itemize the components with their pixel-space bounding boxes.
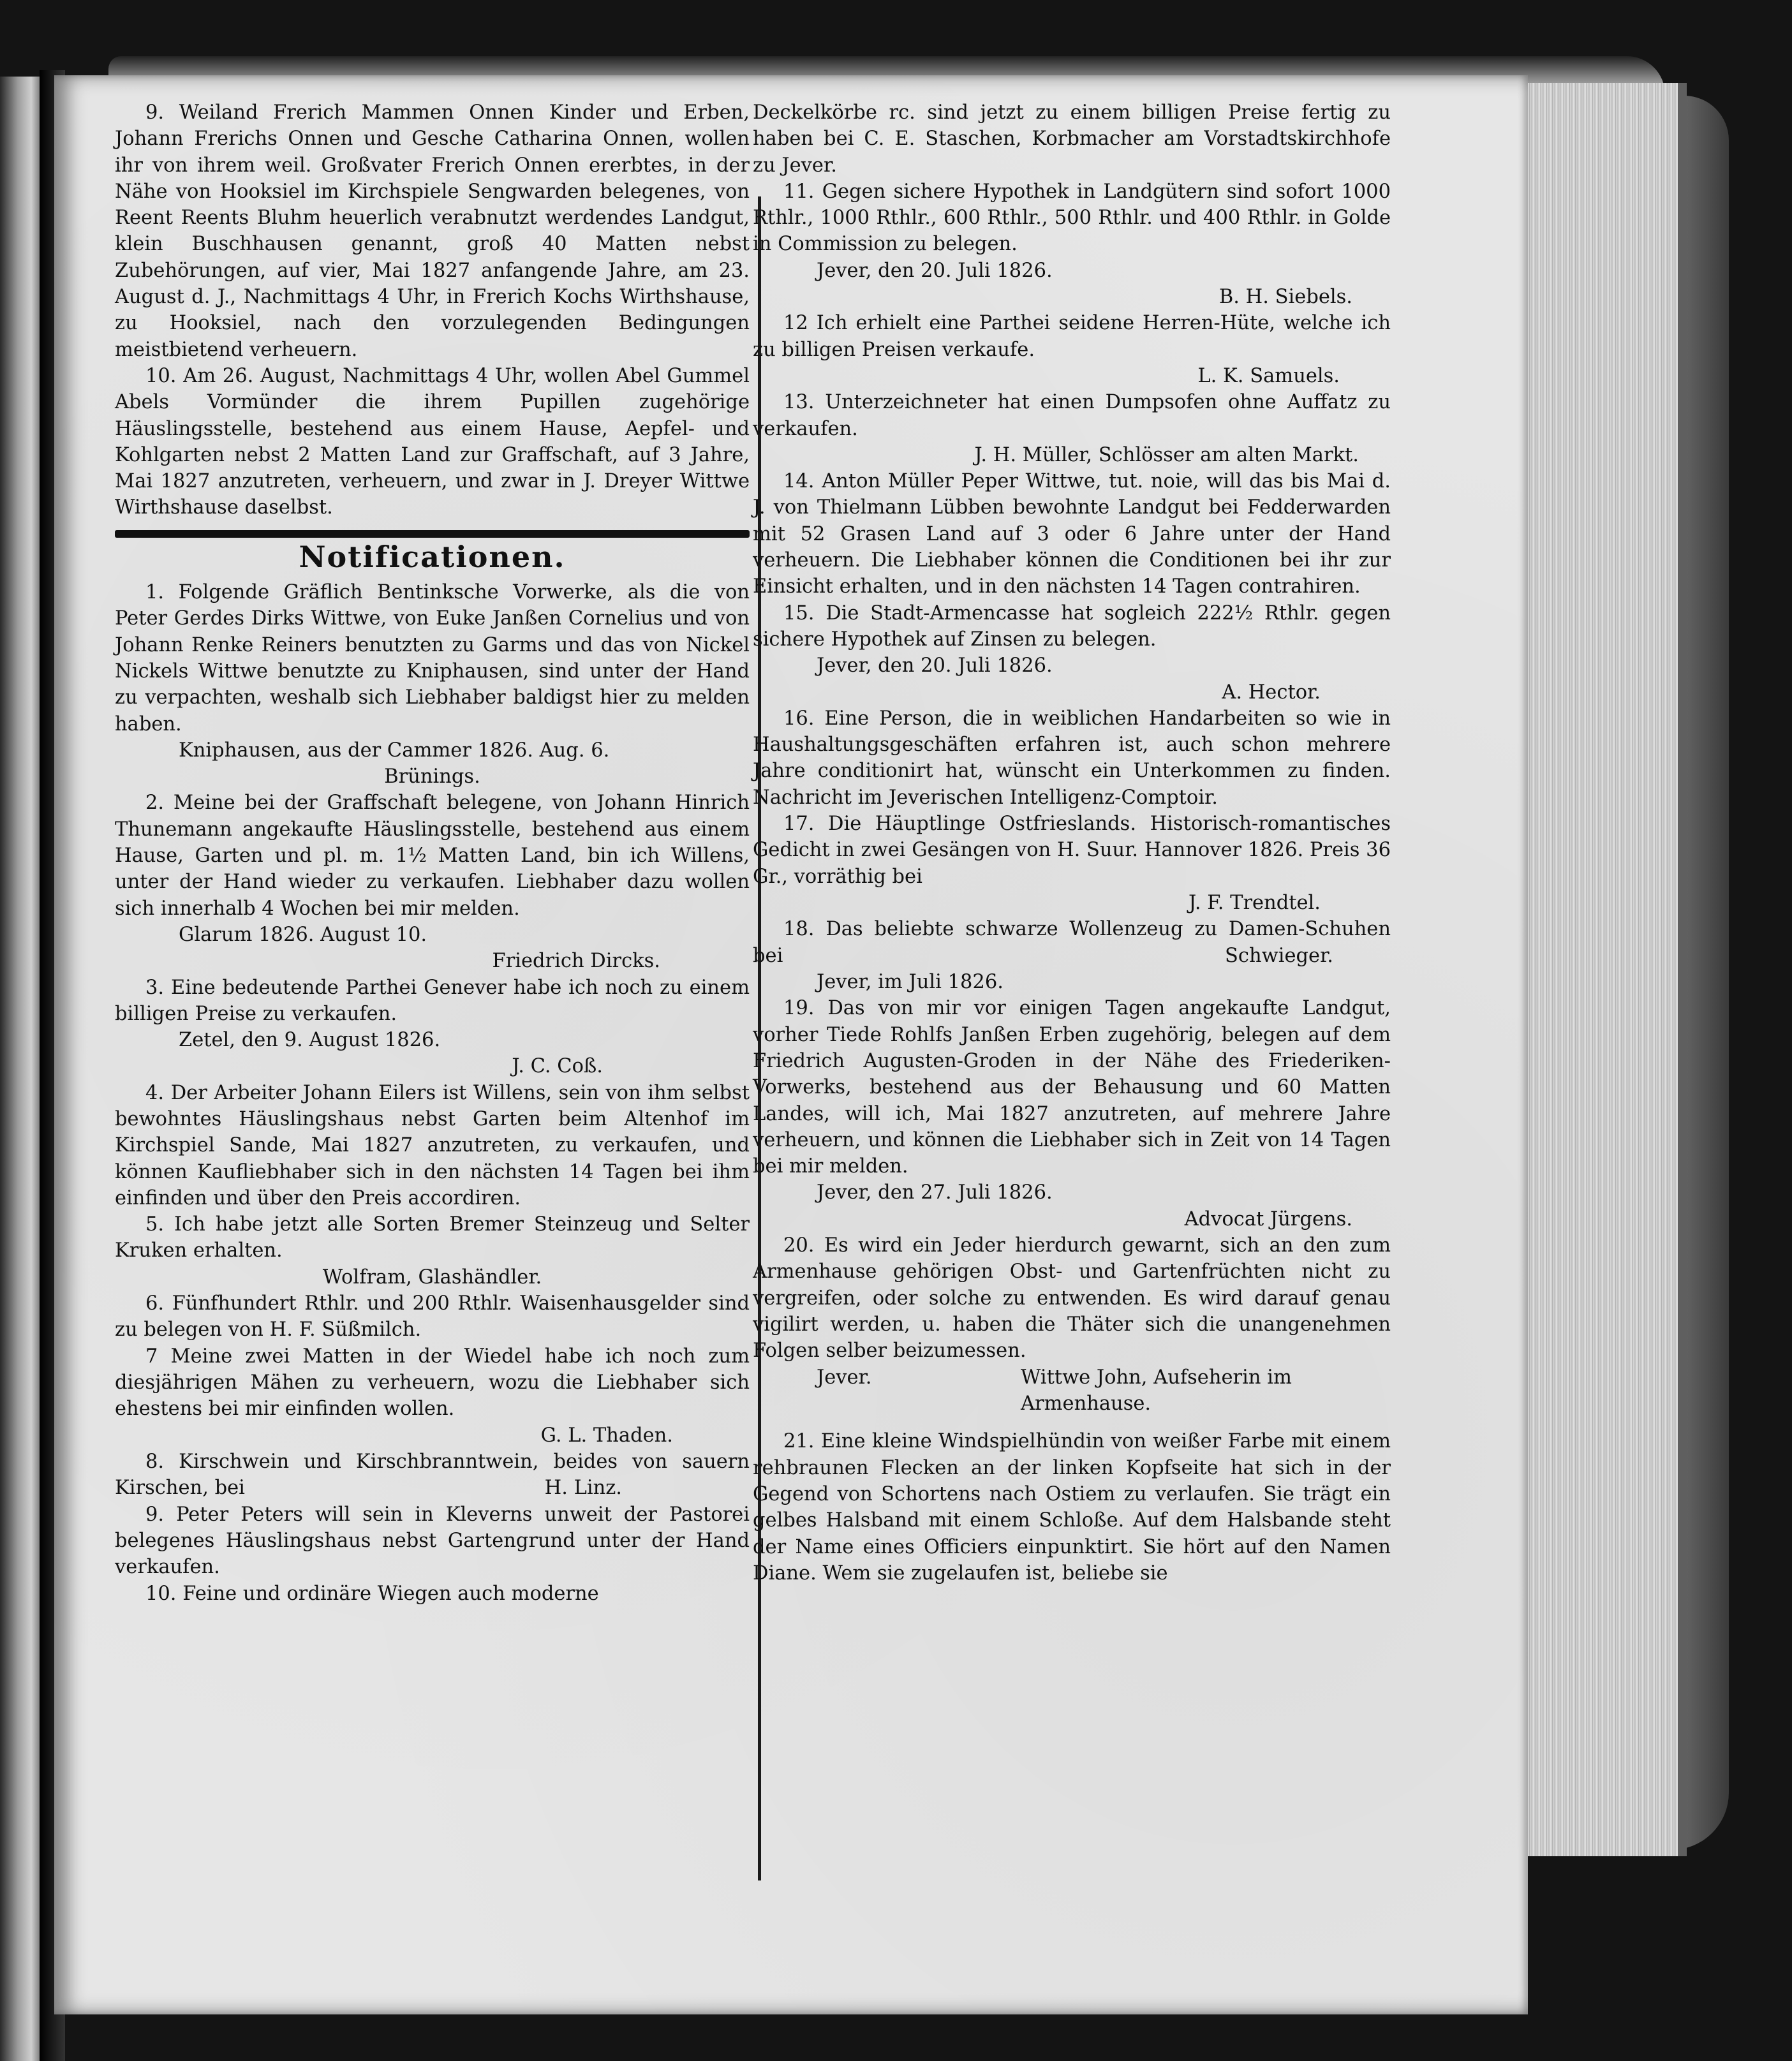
notification-12-text: 12 Ich erhielt eine Parthei seidene Herren-Hüte, welche ich zu billigen Preisen verkaufe. bbox=[753, 312, 1391, 361]
notification-20-signature: Wittwe John, Aufseherin im Armenhause. bbox=[1021, 1366, 1292, 1415]
notice-9-text: 9. Weiland Frerich Mammen Onnen Kinder und Erben, Johann Frerichs Onnen und Gesche Catharina Onnen, wollen ihr von ihrem weil. Großvater Frerich Onnen ererbtes, in der Nähe von Hooksiel im Kirchspiele Sengwarden belegenes, von Reent Reents Bluhm heuerlich verabnutzt werdendes Landgut, klein Buschhausen genannt, groß 40 Matten nebst Zubehörungen, auf vier, Mai 1827 anfangende Jahre, am 23. August d. J., Nachmittags 4 Uhr, in Frerich Kochs Wirthshause, zu Hooksiel, nach den vorzulegenden Bedingungen meistbietend verheuern. bbox=[115, 101, 750, 361]
notification-8-signature: H. Linz. bbox=[544, 1477, 622, 1500]
notification-9-text: 9. Peter Peters will sein in Kleverns unweit der Pastorei belegenes Häuslingshaus nebst Gartengrund unter der Hand verkaufen. bbox=[115, 1503, 750, 1579]
notification-14-text: 14. Anton Müller Peper Wittwe, tut. noie, will das bis Mai d. J. von Thielmann Lübben bewohnte Landgut bei Fedderwarden mit 52 Grasen Land auf 3 oder 6 Jahre unter der Hand verheuern. Die Liebhaber können die Conditionen bei ihr zur Einsicht erhalten, und in den nächsten 14 Tagen contrahiren. bbox=[753, 470, 1391, 598]
notification-15-place: Jever, den 20. Juli 1826. bbox=[817, 654, 1053, 677]
notification-19-place: Jever, den 27. Juli 1826. bbox=[817, 1181, 1053, 1204]
notification-17-text: 17. Die Häuptlinge Ostfrieslands. Historisch-romantisches Gedicht in zwei Gesängen von H. Suur. Hannover 1826. Preis 36 Gr., vorräthig bei bbox=[753, 813, 1391, 888]
notification-19-text: 19. Das von mir vor einigen Tagen angekaufte Landgut, vorher Tiede Rohlfs Janßen Erben zugehörig, belegen auf dem Friedrich Augusten-Groden in der Nähe des Friederiken-Vorwerks, bestehend aus der Behausung und 60 Matten Landes, will ich, Mai 1827 anzutreten, auf mehrere Jahre verheuern, und können die Liebhaber sich in Zeit von 14 Tagen bei mir melden. bbox=[753, 997, 1391, 1178]
notification-15-signature: A. Hector. bbox=[1222, 681, 1321, 704]
notification-3-text: 3. Eine bedeutende Parthei Genever habe ich noch zu einem billigen Preise zu verkaufen. bbox=[115, 976, 750, 1025]
notification-5-text: 5. Ich habe jetzt alle Sorten Bremer Steinzeug und Selter Kruken erhalten. bbox=[115, 1213, 750, 1262]
notification-2-signature: Friedrich Dircks. bbox=[492, 950, 660, 973]
notification-3-place: Zetel, den 9. August 1826. bbox=[179, 1029, 441, 1052]
spacer bbox=[753, 1417, 1391, 1428]
previous-page-edge bbox=[0, 77, 45, 2061]
notification-11-signature: B. H. Siebels. bbox=[1218, 286, 1352, 309]
section-heading: Notificationen. bbox=[299, 539, 566, 574]
notification-5-signature: Wolfram, Glashändler. bbox=[322, 1266, 542, 1289]
notice-10-text: 10. Am 26. August, Nachmittags 4 Uhr, wollen Abel Gummel Abels Vormünder die ihrem Pupillen zugehörige Häuslingsstelle, bestehend aus einem Hause, Aepfel- und Kohlgarten nebst 2 Matten Land zur Graffschaft, auf 3 Jahre, Mai 1827 anzutreten, verheuern, und zwar in J. Dreyer Wittwe Wirthshause daselbst. bbox=[115, 364, 750, 519]
notification-1-place: Kniphausen, aus der Cammer 1826. Aug. 6. bbox=[179, 739, 610, 762]
notification-21-text: 21. Eine kleine Windspielhündin von weißer Farbe mit einem rehbraunen Flecken an der linken Kopfseite hat sich in der Gegend von Schortens nach Ostiem zu verlaufen. Sie trägt ein gelbes Halsband mit einem Schloße. Auf dem Halsbande steht der Name eines Officiers einpunktirt. Sie hört auf den Namen Diane. Wem sie zugelaufen ist, beliebe sie bbox=[753, 1430, 1391, 1585]
notification-15-text: 15. Die Stadt-Armencasse hat sogleich 222½ Rthlr. gegen sichere Hypothek auf Zinsen zu belegen. bbox=[753, 602, 1391, 651]
notification-4-text: 4. Der Arbeiter Johann Eilers ist Willens, sein von ihm selbst bewohntes Häuslingshaus nebst Garten beim Altenhof im Kirchspiel Sande, Mai 1827 anzutreten, zu verkaufen, und können Kaufliebhaber sich in den nächsten 14 Tagen bei ihm einfinden und über den Preis accordiren. bbox=[115, 1081, 750, 1209]
notification-13-signature: J. H. Müller, Schlösser am alten Markt. bbox=[974, 443, 1359, 466]
notification-18-place: Jever, im Juli 1826. bbox=[817, 971, 1003, 994]
notification-11-text: 11. Gegen sichere Hypothek in Landgütern sind sofort 1000 Rthlr., 1000 Rthlr., 600 Rthlr., 500 Rthlr. und 400 Rthlr. in Golde in Commission zu belegen. bbox=[753, 180, 1391, 256]
notification-7-signature: G. L. Thaden. bbox=[540, 1424, 673, 1447]
notification-2-text: 2. Meine bei der Graffschaft belegene, von Johann Hinrich Thunemann angekaufte Häuslingsstelle, bestehend aus einem Hause, Garten und pl. m. 1½ Matten Land, bin ich Willens, unter der Hand wieder zu verkaufen. Liebhaber dazu wollen sich innerhalb 4 Wochen bei mir melden. bbox=[115, 792, 750, 920]
notification-7-text: 7 Meine zwei Matten in der Wiedel habe ich noch zum diesjährigen Mähen zu verheuern, wozu die Liebhaber sich ehestens bei mir einfinden wollen. bbox=[115, 1345, 750, 1421]
notification-8-text: 8. Kirschwein und Kirschbranntwein, beides von sauern Kirschen, bei bbox=[115, 1450, 750, 1500]
notification-6-text: 6. Fünfhundert Rthlr. und 200 Rthlr. Waisenhausgelder sind zu belegen von H. F. Süßmilch. bbox=[115, 1292, 750, 1341]
notification-13-text: 13. Unterzeichneter hat einen Dumpsofen ohne Auffatz zu verkaufen. bbox=[753, 391, 1391, 440]
notification-2-place: Glarum 1826. August 10. bbox=[179, 923, 427, 946]
notification-10-text: 10. Feine und ordinäre Wiegen auch moderne bbox=[145, 1582, 599, 1605]
notification-18-text: 18. Das beliebte schwarze Wollenzeug zu Damen-Schuhen bei bbox=[753, 918, 1391, 967]
notification-20-text: 20. Es wird ein Jeder hierdurch gewarnt, sich an den zum Armenhause gehörigen Obst- und Gartenfrüchten nicht zu vergreifen, oder solche zu entwenden. Es wird darauf genau vigilirt werden, u. haben die Thäter sich die unangenehmen Folgen selber beizumessen. bbox=[753, 1234, 1391, 1363]
notification-18-signature: Schwieger. bbox=[1224, 944, 1333, 967]
notification-12-signature: L. K. Samuels. bbox=[1197, 364, 1340, 387]
notification-19-signature: Advocat Jürgens. bbox=[1184, 1208, 1352, 1230]
notification-3-signature: J. C. Coß. bbox=[512, 1055, 603, 1078]
notification-17-signature: J. F. Trendtel. bbox=[1188, 891, 1321, 914]
page-stack-edge bbox=[1518, 83, 1687, 1856]
notification-11-place: Jever, den 20. Juli 1826. bbox=[817, 259, 1053, 282]
notification-16-text: 16. Eine Person, die in weiblichen Handarbeiten so wie in Haushaltungsgeschäften erfahren ist, auch schon mehrere Jahre conditionirt hat, wünscht ein Unterkommen zu finden. Nachricht im Jeverischen Intelligenz-Comptoir. bbox=[753, 707, 1391, 809]
right-column bbox=[753, 100, 1391, 1586]
left-column bbox=[115, 100, 750, 1607]
section-rule bbox=[115, 530, 750, 538]
notification-1-signature: Brünings. bbox=[384, 765, 480, 788]
notification-20-place: Jever. bbox=[817, 1366, 872, 1389]
notification-1-text: 1. Folgende Gräflich Bentinksche Vorwerke, als die von Peter Gerdes Dirks Wittwe, von Euke Janßen Cornelius und von Johann Renke Reiners benutzten zu Garms und das von Nickel Nickels Wittwe benutzte zu Kniphausen, sind unter der Hand zu verpachten, weshalb sich Liebhaber baldigst hier zu melden haben. bbox=[115, 581, 750, 735]
notification-10-continued: Deckelkörbe rc. sind jetzt zu einem billigen Preise fertig zu haben bei C. E. Staschen, Korbmacher am Vorstadtskirchhofe zu Jever. bbox=[753, 101, 1391, 177]
printed-page bbox=[54, 75, 1528, 2014]
